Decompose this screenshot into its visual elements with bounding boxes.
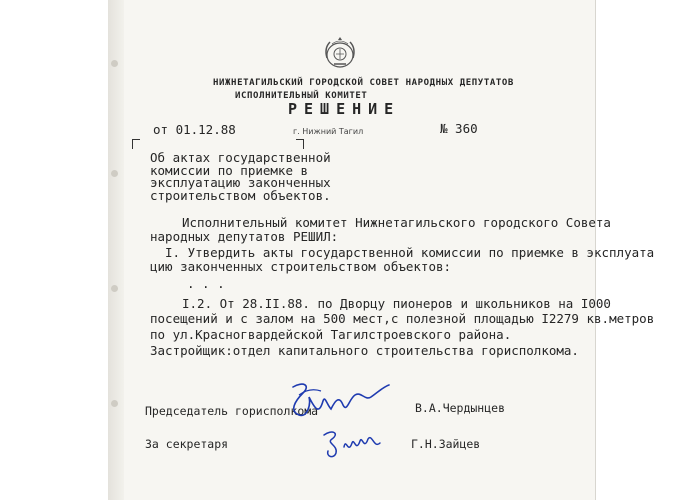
binding-hole xyxy=(111,60,118,67)
binding-hole xyxy=(111,400,118,407)
secretary-name: Г.Н.Зайцев xyxy=(411,437,481,451)
subject-bracket-right xyxy=(296,139,304,149)
item12-line: I.2. От 28.II.88. по Дворцу пионеров и школьников на I000 xyxy=(182,296,611,311)
chair-title: Председатель горисполкома xyxy=(145,404,319,418)
binding-hole xyxy=(111,170,118,177)
intro-line: Исполнительный комитет Нижнетагильского городского Совета xyxy=(182,215,611,230)
secretary-signature xyxy=(318,425,388,463)
item12-line: Застройщик:отдел капитального строительства горисполкома. xyxy=(150,343,579,358)
ellipsis: . . . xyxy=(187,276,225,291)
secretary-title: За секретаря xyxy=(145,437,229,451)
item12-line: посещений и с залом на 500 мест,с полезной площадью I2279 кв.метров xyxy=(150,311,655,326)
subject-line: комиссии по приемке в xyxy=(150,163,309,178)
city-label: г. Нижний Тагил xyxy=(293,127,364,136)
subject-line: строительством объектов. xyxy=(150,188,331,203)
chair-name: В.А.Чердынцев xyxy=(415,401,506,415)
subject-line: Об актах государственной xyxy=(150,150,331,165)
subject-line: эксплуатацию законченных xyxy=(150,175,331,190)
chair-signature xyxy=(285,375,395,425)
document-type-title: РЕШЕНИЕ xyxy=(288,100,401,118)
item1-line: цию законченных строительством объектов: xyxy=(150,259,452,274)
binding-hole xyxy=(111,285,118,292)
item12-line: по ул.Красногвардейской Тагилстроевского района. xyxy=(150,327,512,342)
decision-date: от 01.12.88 xyxy=(153,122,236,137)
item1-line: I. Утвердить акты государственной комиссии по приемке в эксплуата xyxy=(165,245,655,260)
binding-strip xyxy=(108,0,124,500)
decision-number: № 360 xyxy=(440,121,478,136)
subject-bracket-left xyxy=(132,139,140,149)
council-name: НИЖНЕТАГИЛЬСКИЙ ГОРОДСКОЙ СОВЕТ НАРОДНЫХ ДЕПУТАТОВ xyxy=(213,78,514,88)
intro-line: народных депутатов РЕШИЛ: xyxy=(150,229,339,244)
committee-name: ИСПОЛНИТЕЛЬНЫЙ КОМИТЕТ xyxy=(235,91,368,101)
coat-of-arms-emblem xyxy=(320,36,360,72)
